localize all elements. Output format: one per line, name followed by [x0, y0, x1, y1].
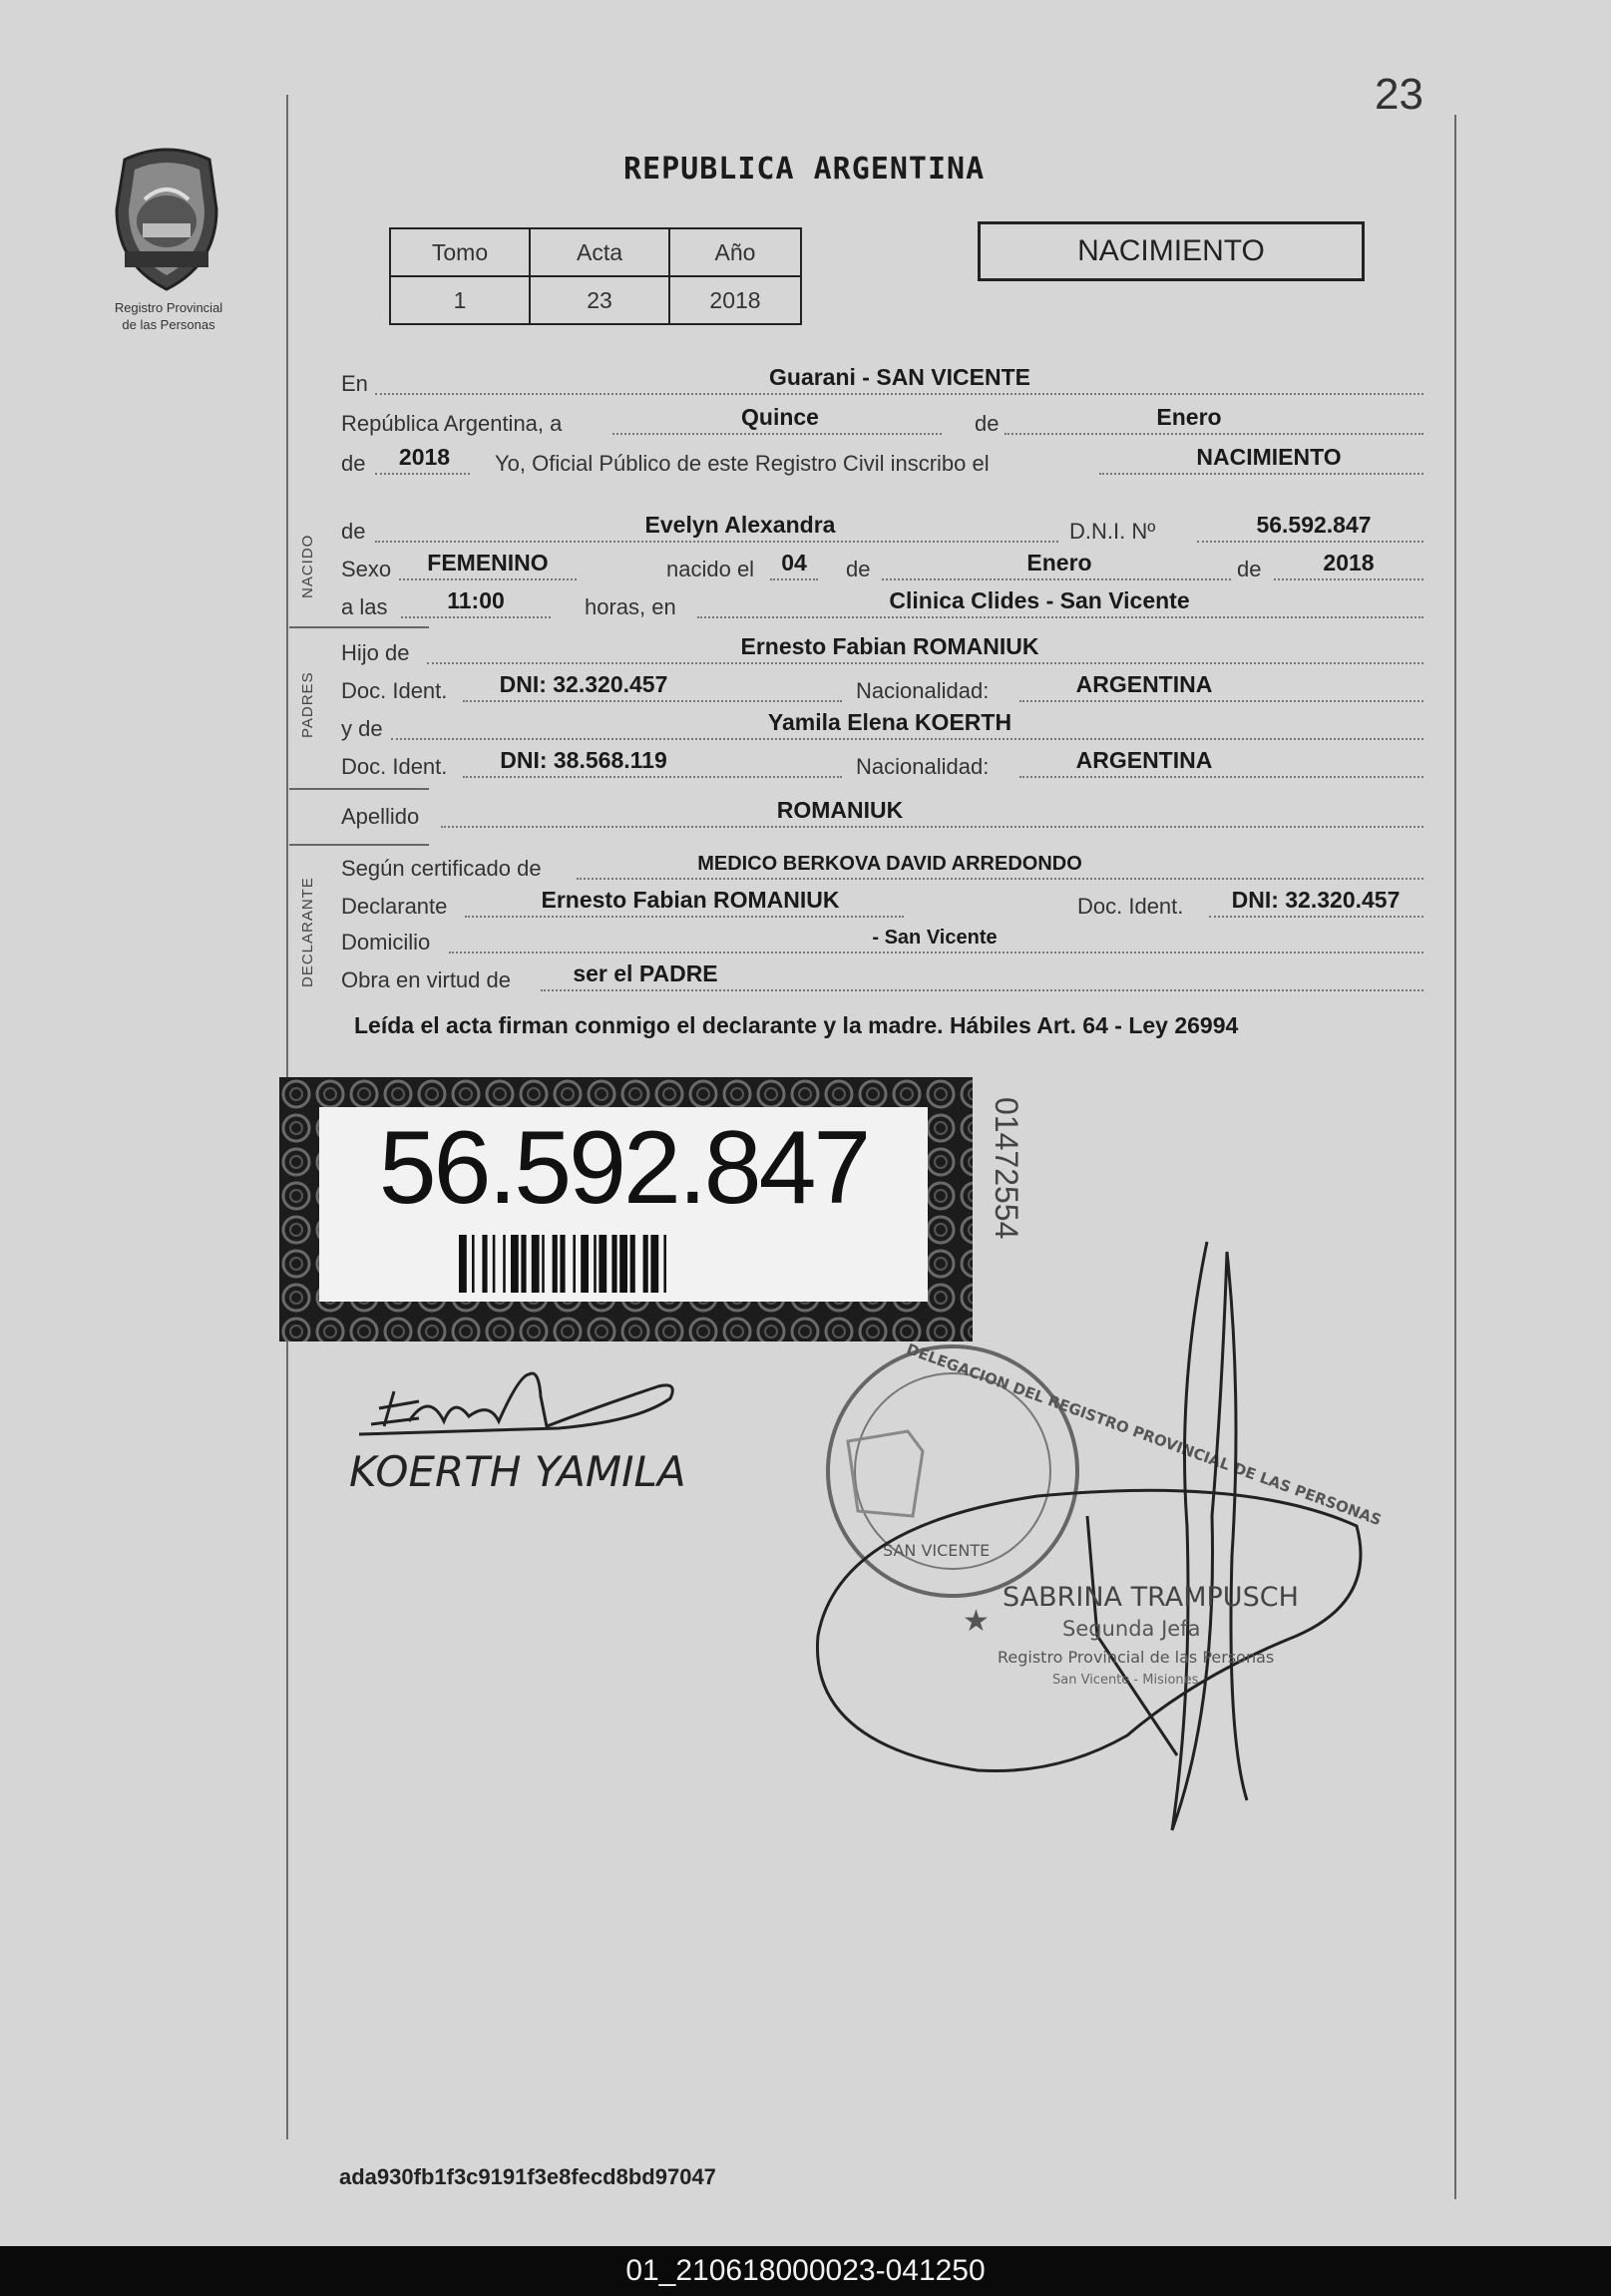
label-obra: Obra en virtud de — [341, 967, 511, 992]
side-label-declarante: DECLARANTE — [299, 877, 316, 987]
value-en: Guarani - SAN VICENTE — [769, 364, 1030, 390]
value-birth-month: Enero — [1026, 550, 1092, 575]
label-doc-ident: Doc. Ident. — [1077, 894, 1184, 919]
mother-handwritten-name: KOERTH YAMILA — [349, 1447, 686, 1496]
label-declarante: Declarante — [341, 894, 448, 919]
sticker-number: 56.592.847 — [378, 1110, 869, 1226]
official-name: SABRINA TRAMPUSCH — [1003, 1582, 1299, 1613]
logo-caption-line1: Registro Provincial — [114, 300, 223, 315]
official-location: San Vicente - Misiones — [1052, 1673, 1199, 1688]
label-domicilio: Domicilio — [341, 930, 431, 955]
label-apellido: Apellido — [341, 804, 420, 829]
header-ano: Año — [669, 228, 801, 276]
header-tomo: Tomo — [390, 228, 530, 276]
label-republica: República Argentina, a — [341, 411, 563, 436]
footer-code-bar — [0, 2246, 1611, 2296]
value-father-name: Ernesto Fabian ROMANIUK — [740, 633, 1039, 659]
label-horas: horas, en — [585, 594, 676, 619]
official-name-stamp — [998, 1582, 1299, 1688]
label-dni: D.N.I. Nº — [1069, 519, 1156, 544]
value-birth-year: 2018 — [1323, 550, 1375, 575]
stamp-city: SAN VICENTE — [883, 1541, 991, 1560]
label-de: de — [975, 411, 1000, 436]
value-act: NACIMIENTO — [1196, 444, 1342, 470]
label-de: de — [341, 519, 366, 544]
label-sexo: Sexo — [341, 557, 392, 581]
value-domicilio: - San Vicente — [872, 927, 998, 949]
value-child-dni: 56.592.847 — [1256, 512, 1372, 538]
value-hour: 11:00 — [447, 587, 505, 613]
official-org: Registro Provincial de las Personas — [998, 1648, 1275, 1667]
label-en: En — [341, 371, 368, 396]
mother-signature — [349, 1447, 686, 1496]
label-de2: de — [341, 451, 366, 476]
value-certificado: MEDICO BERKOVA DAVID ARREDONDO — [697, 853, 1082, 875]
document-title: REPUBLICA ARGENTINA — [623, 152, 986, 187]
label-hijo-de: Hijo de — [341, 640, 410, 665]
value-father-nat: ARGENTINA — [1075, 671, 1213, 697]
side-label-padres: PADRES — [299, 671, 316, 738]
value-ano: 2018 — [669, 276, 801, 324]
label-doc-ident: Doc. Ident. — [341, 754, 448, 779]
value-mother-doc: DNI: 38.568.119 — [500, 747, 667, 773]
father-signature — [359, 1373, 672, 1434]
value-sexo: FEMENINO — [427, 550, 549, 575]
label-yo: Yo, Oficial Público de este Registro Civil inscribo el — [495, 451, 990, 476]
header-acta: Acta — [530, 228, 669, 276]
document-hash: ada930fb1f3c9191f3e8fecd8bd97047 — [339, 2164, 716, 2189]
official-signature — [817, 1242, 1361, 1830]
official-role: Segunda Jefa — [1062, 1617, 1201, 1641]
label-doc-ident: Doc. Ident. — [341, 678, 448, 703]
label-alas: a las — [341, 594, 388, 619]
stamp-text: DELEGACION DEL REGISTRO PROVINCIAL DE LAS PERSONAS — [904, 1339, 1385, 1530]
label-y-de: y de — [341, 716, 383, 741]
page-number: 23 — [1375, 70, 1423, 119]
value-acta: 23 — [530, 276, 669, 324]
label-de-year: de — [1237, 557, 1262, 581]
legal-note: Leída el acta firman conmigo el declarante y la madre. Hábiles Art. 64 - Ley 26994 — [354, 1012, 1239, 1038]
logo-caption-line2: de las Personas — [122, 317, 215, 332]
label-nacionalidad: Nacionalidad: — [856, 754, 990, 779]
value-father-doc: DNI: 32.320.457 — [499, 671, 668, 697]
record-type-box: NACIMIENTO — [978, 221, 1365, 281]
value-birth-place: Clinica Clides - San Vicente — [889, 587, 1190, 613]
value-apellido: ROMANIUK — [776, 797, 904, 823]
side-label-nacido: NACIDO — [299, 534, 316, 598]
label-de-month: de — [846, 557, 871, 581]
value-birth-day: 04 — [781, 550, 807, 575]
value-mother-name: Yamila Elena KOERTH — [767, 709, 1012, 735]
value-declarante: Ernesto Fabian ROMANIUK — [541, 887, 840, 913]
label-certificado: Según certificado de — [341, 856, 542, 881]
value-declarante-doc: DNI: 32.320.457 — [1231, 887, 1401, 913]
stamp-star-icon: ★ — [963, 1604, 990, 1639]
footer-code: 01_210618000023-041250 — [625, 2254, 986, 2287]
value-obra: ser el PADRE — [573, 960, 718, 986]
value-year: 2018 — [398, 444, 451, 470]
value-day: Quince — [741, 404, 819, 430]
value-tomo: 1 — [390, 276, 530, 324]
value-child-name: Evelyn Alexandra — [644, 512, 836, 538]
value-month: Enero — [1156, 404, 1222, 430]
label-nacionalidad: Nacionalidad: — [856, 678, 990, 703]
sticker-vertical-code: 01472554 — [989, 1097, 1024, 1240]
value-mother-nat: ARGENTINA — [1075, 747, 1213, 773]
label-nacido-el: nacido el — [666, 557, 755, 581]
